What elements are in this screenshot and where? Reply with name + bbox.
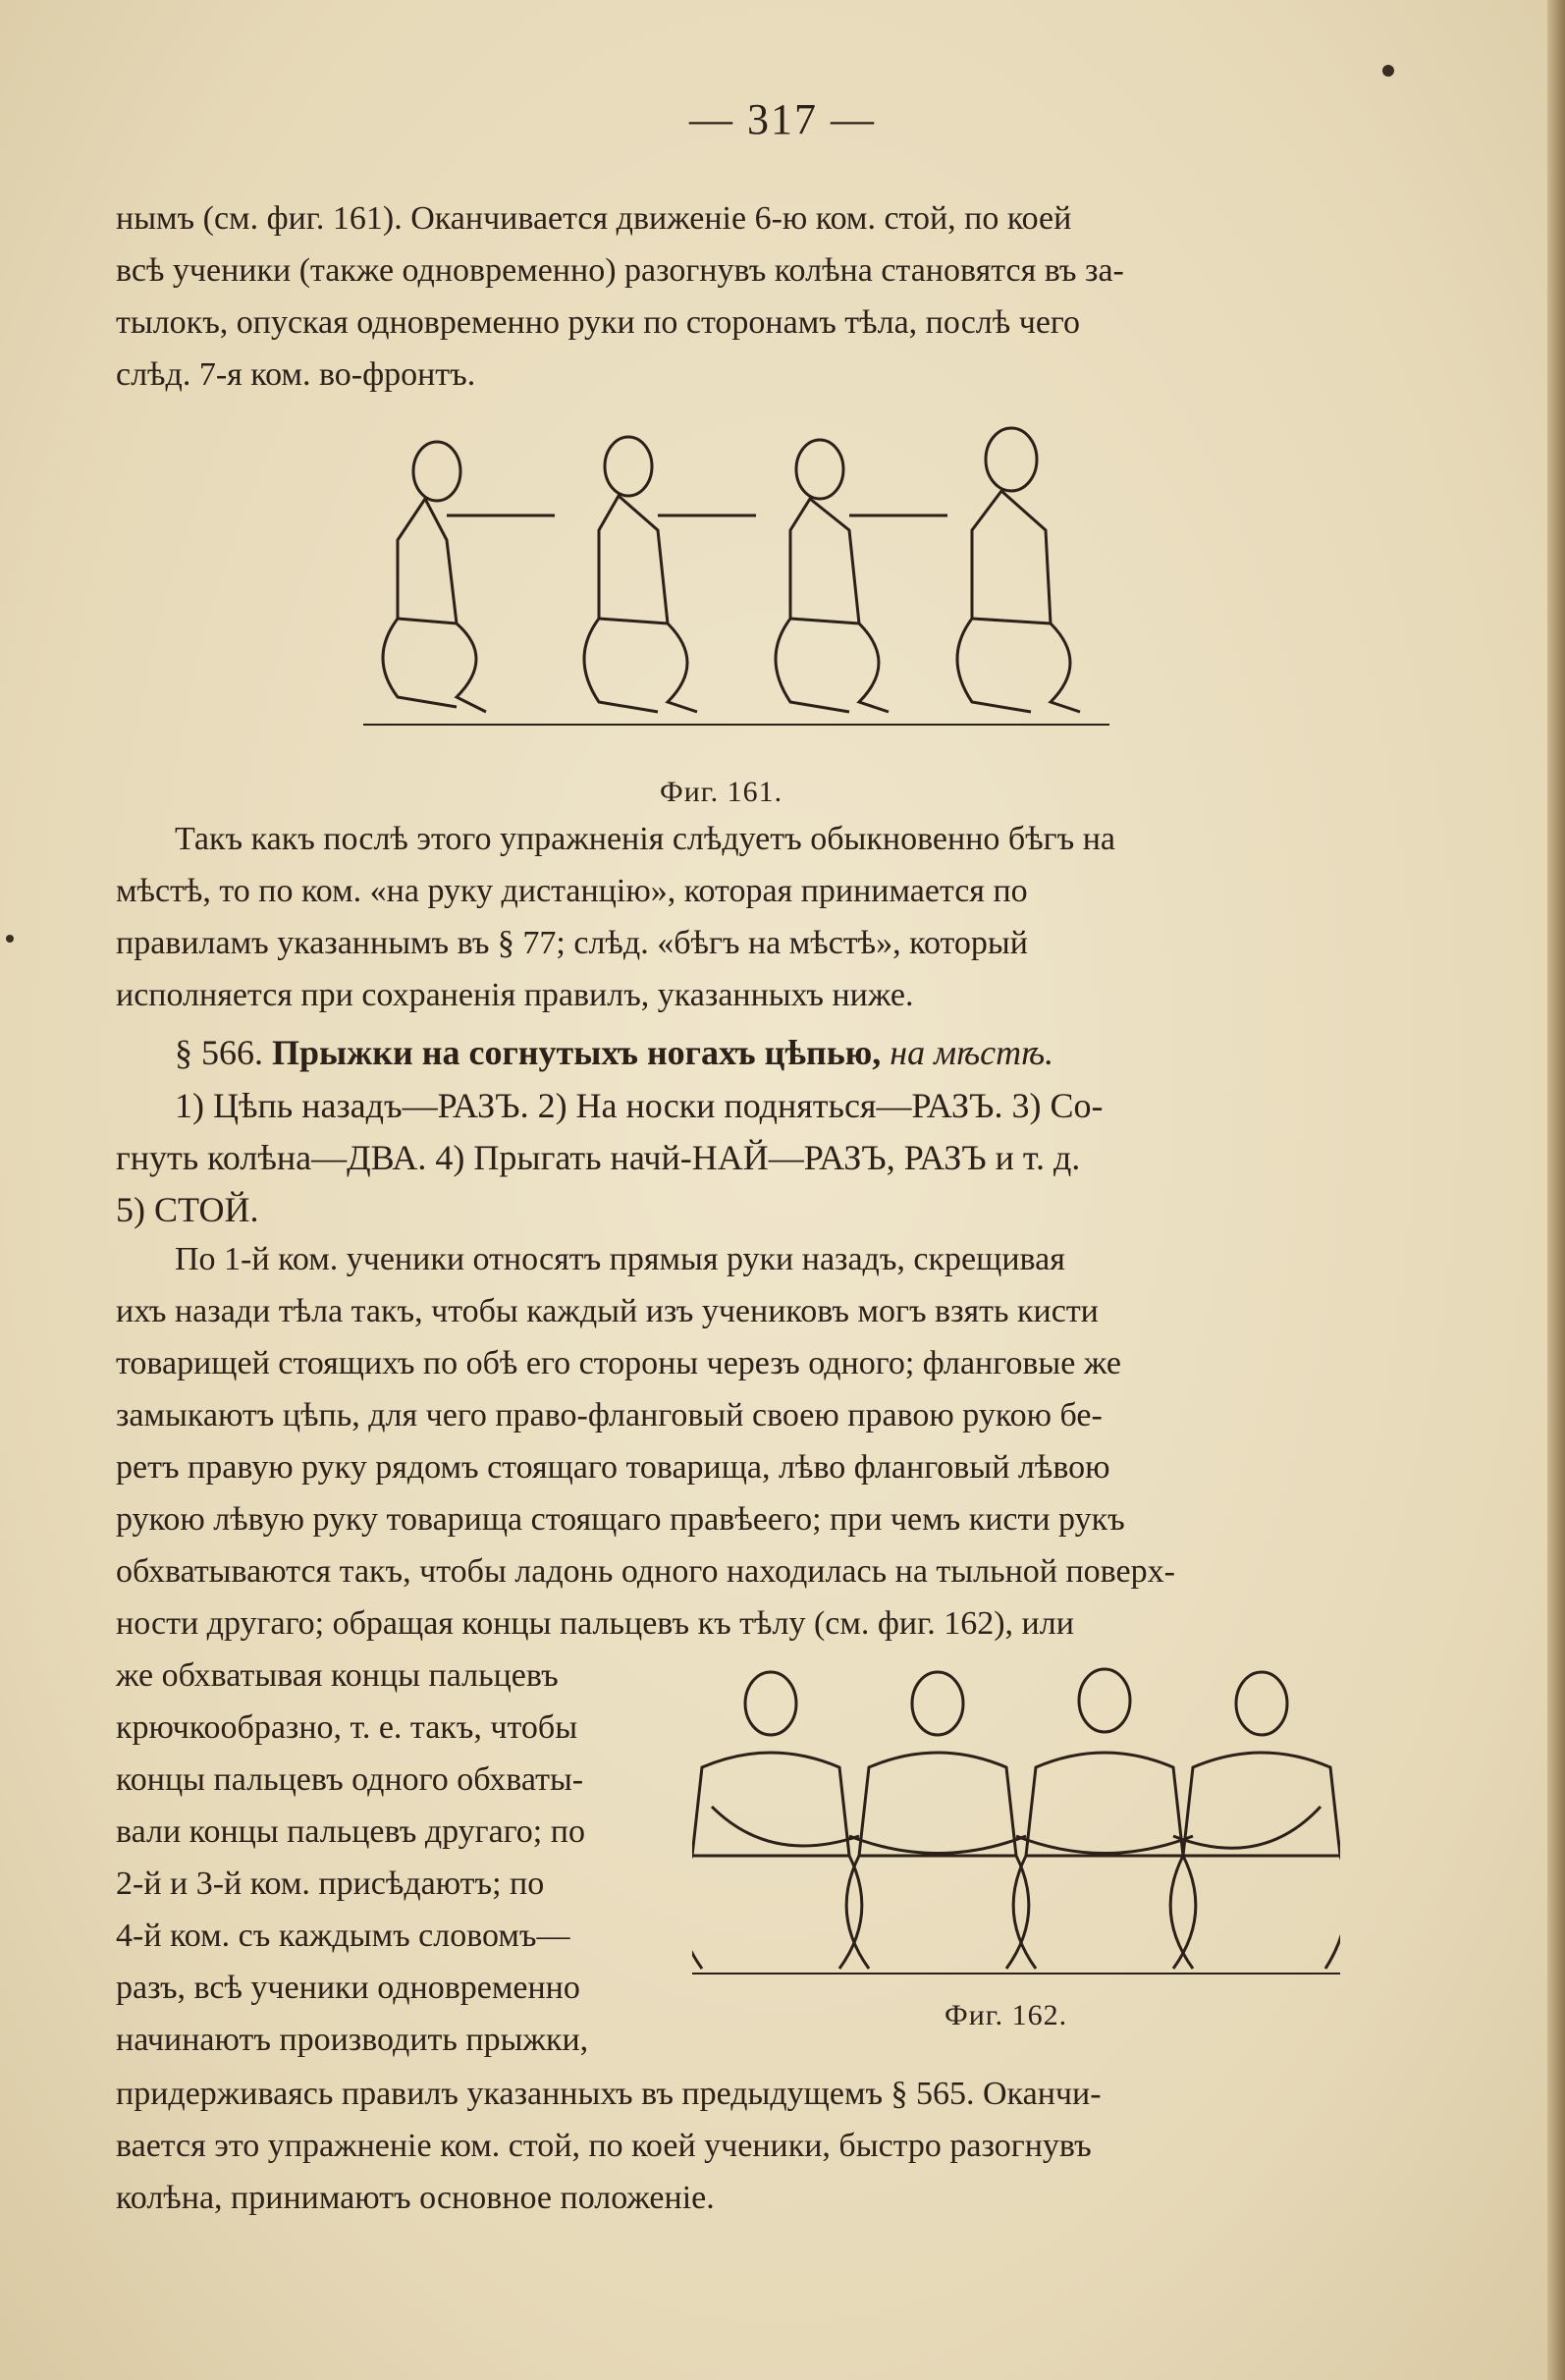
text-line: ретъ правую руку рядомъ стоящаго товарища, лѣво фланговый лѣвою [116, 1449, 1110, 1486]
figure-161-illustration [353, 422, 1119, 736]
text-line: придерживаясь правилъ указанныхъ въ предыдущемъ § 565. Оканчи- [116, 2076, 1102, 2112]
chain-figure [846, 1672, 1029, 1969]
text-line: мѣстѣ, то по ком. «на руку дистанцію», которая принимается по [116, 873, 1028, 909]
wrapped-text-column [116, 1650, 675, 2066]
text-line: тылокъ, опуская одновременно руки по сторонамъ тѣла, послѣ чего [116, 304, 1081, 341]
text-line: 5) СТОЙ. [116, 1190, 259, 1229]
commands-list [116, 1080, 1355, 1236]
ink-speck [1382, 65, 1394, 77]
section-title: Прыжки на согнутыхъ ногахъ цѣпью, [272, 1033, 882, 1072]
text-line: 4-й ком. съ каждымъ словомъ— [116, 1918, 570, 1954]
paragraph-chain-grip [116, 1233, 1355, 1650]
text-line: разъ, всѣ ученики одновременно [116, 1970, 580, 2006]
text-line: слѣд. 7-я ком. во-фронтъ. [116, 356, 476, 393]
text-line: рукою лѣвую руку товарища стоящаго правѣеего; при чемъ кисти рукъ [116, 1501, 1125, 1538]
text-line: вали концы пальцевъ другаго; по [116, 1813, 585, 1850]
paragraph-run-in-place [116, 813, 1355, 1021]
text-line: крючкообразно, т. е. такъ, чтобы [116, 1709, 578, 1746]
chain-figure [1013, 1669, 1196, 1969]
text-line: Такъ какъ послѣ этого упражненія слѣдуетъ обыкновенно бѣгъ на [175, 821, 1115, 857]
text-line: По 1-й ком. ученики относятъ прямыя руки назадъ, скрещивая [175, 1241, 1065, 1277]
figure-162-illustration [692, 1659, 1340, 1983]
text-line: колѣна, принимаютъ основное положеніе. [116, 2180, 715, 2216]
closing-paragraph [116, 2068, 1355, 2224]
figure-161-caption: Фиг. 161. [660, 776, 783, 808]
text-line: же обхватывая концы пальцевъ [116, 1657, 559, 1694]
section-566-heading [116, 1027, 1355, 1079]
squatting-figure [383, 442, 555, 712]
text-line: ихъ назади тѣла такъ, чтобы каждый изъ учениковъ могъ взять кисти [116, 1293, 1099, 1329]
squatting-figure [776, 440, 947, 712]
squatting-figure [584, 437, 756, 712]
section-number: § 566. [175, 1033, 263, 1072]
figure-162-caption: Фиг. 162. [944, 1999, 1068, 2031]
text-line: товарищей стоящихъ по обѣ его стороны черезъ одного; фланговые же [116, 1345, 1121, 1381]
chain-figure [692, 1672, 862, 1969]
page-edge-shadow [1547, 0, 1565, 2380]
ink-speck [6, 935, 14, 943]
text-line: гнуть колѣна—ДВА. 4) Прыгать начй-НАЙ—РАЗЪ, РАЗЪ и т. д. [116, 1138, 1081, 1177]
text-line: ности другаго; обращая концы пальцевъ къ тѣлу (см. фиг. 162), или [116, 1605, 1074, 1642]
text-line: исполняется при сохраненія правилъ, указанныхъ ниже. [116, 977, 914, 1013]
text-line: всѣ ученики (также одновременно) разогнувъ колѣна становятся въ за- [116, 252, 1124, 289]
text-line: правиламъ указаннымъ въ § 77; слѣд. «бѣгъ на мѣстѣ», который [116, 925, 1028, 961]
text-line: 1) Цѣпь назадъ—РАЗЪ. 2) На носки подняться—РАЗЪ. 3) Со- [175, 1086, 1104, 1125]
text-line: нымъ (см. фиг. 161). Оканчивается движеніе 6-ю ком. стой, по коей [116, 200, 1072, 237]
text-line: 2-й и 3-й ком. присѣдаютъ; по [116, 1866, 545, 1902]
top-paragraph [116, 192, 1355, 401]
text-line: вается это упражненіе ком. стой, по коей ученики, быстро разогнувъ [116, 2128, 1092, 2164]
text-line: начинаютъ производить прыжки, [116, 2022, 589, 2058]
section-title-italic: на мѣстѣ. [890, 1033, 1054, 1072]
squatting-figure [957, 428, 1080, 712]
text-line: обхватываются такъ, чтобы ладонь одного находилась на тыльной поверх- [116, 1553, 1175, 1590]
page-number: — 317 — [689, 95, 876, 143]
text-line: замыкаютъ цѣпь, для чего право-фланговый своею правою рукою бе- [116, 1397, 1103, 1433]
text-line: концы пальцевъ одного обхваты- [116, 1761, 584, 1798]
chain-figure [1170, 1672, 1340, 1969]
